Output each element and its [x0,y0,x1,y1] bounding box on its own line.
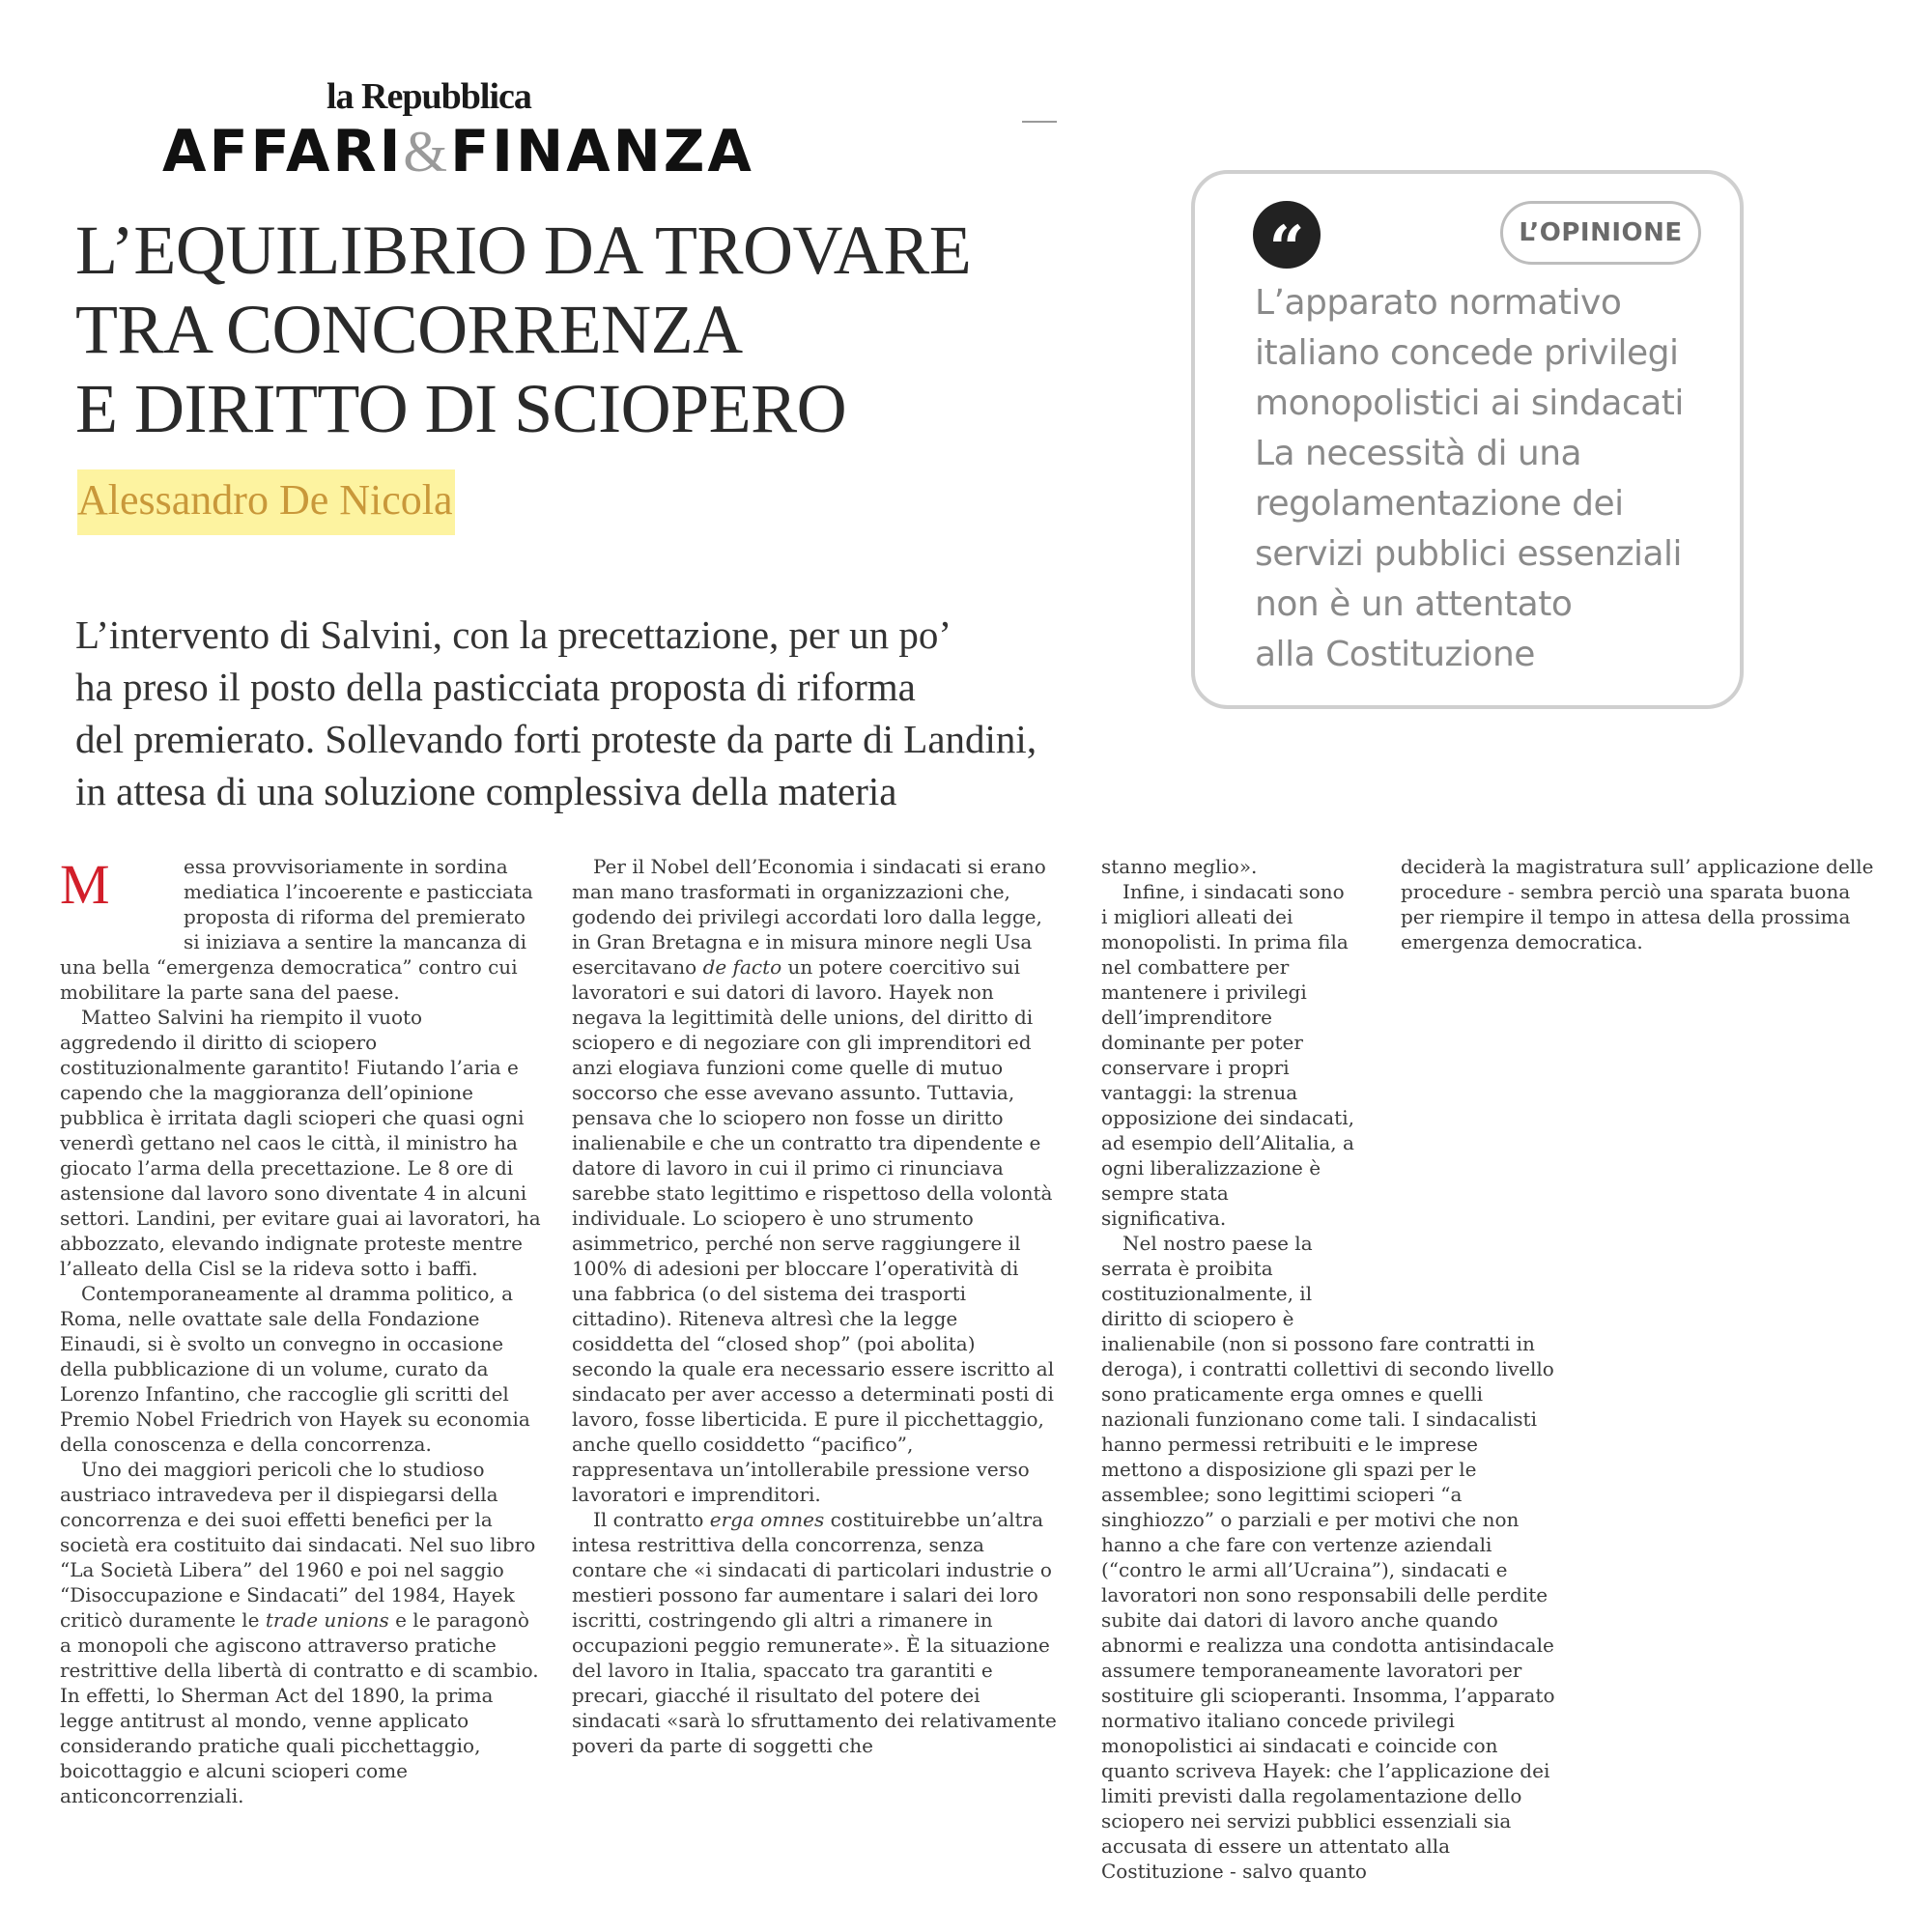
emphasis-text: de facto [702,955,782,979]
article-paragraph [60,1457,543,1808]
opinion-line: L’apparato normativo [1255,283,1622,323]
article-paragraph [572,1507,1057,1758]
paragraph-text: e le paragonò a monopoli che agiscono attraverso pratiche restrittive della libertà di contratto e di scambio. In effetti, lo Sherman Act del 1890, la prima legge antitrust al mondo, venne applicato considerando pratiche quali picchettaggio, boicottaggio e alcuni scioperi come anticoncorrenziali. [60,1608,539,1807]
top-rule-divider [1022,121,1057,123]
drop-cap: M [60,853,110,916]
standfirst-line-2: ha preso il posto della pasticciata proposta di riforma [75,665,916,709]
article-paragraph: inalienabile (non si possono fare contratti in deroga), i contratti collettivi di secondo livello sono praticamente erga omnes e quelli nazionali funzionano come tali. I sindacalisti hanno permessi retribuiti e le imprese mettono a disposizione gli spazi per le assemblee; sono legittimi scioperi “a singhiozzo” o parziali e per motivi che non hanno a che fare con vertenze aziendali (“contro le armi all’Ucraina”), sindacati e lavoratori non sono responsabili delle perdite subite dai datori di lavoro anche quando abnormi e realizza una condotta antisindacale assumere temporaneamente lavoratori per sostituire gli scioperanti. Insomma, l’apparato normativo italiano concede privilegi monopolistici ai sindacati e coincide con quanto scriveva Hayek: che l’applicazione dei limiti previsti dalla regolamentazione dello sciopero nei servizi pubblici essenziali sia accusata di essere un attentato alla Costituzione - salvo quanto [1101,1332,1555,1883]
paragraph-text: Per il Nobel dell’Economia i sindacati si erano man mano trasformati in organizzazioni che, godendo dei privilegi accordati loro dalla legge, in Gran Bretagna e in misura minore negli Usa esercitavano [572,855,1046,979]
masthead-left: AFFARI [162,118,404,185]
opinion-line: non è un attentato [1255,584,1573,624]
paragraph-text: costituirebbe un’altra intesa restrittiva della concorrenza, senza contare che «i sindacati di particolari industrie o mestieri possono far aumentare i salari dei loro iscritti, costringendo gli altri a rimanere in occupazioni peggio remunerate». È la situazione del lavoro in Italia, spaccato tra garantiti e precari, giacché il risultato del potere dei sindacati «sarà lo sfruttamento dei relativamente poveri da parte di soggetti che [572,1508,1057,1757]
paragraph-text: essa provvisoriamente in sordina mediatica l’incoerente e pasticciata proposta di riforma del premierato si iniziava a sentire la mancanza di una bella “emergenza democratica” contro cui mobilitare la parte sana del paese. [60,855,533,1004]
standfirst [75,609,1157,817]
article-paragraph [60,854,543,1005]
opinion-line: regolamentazione dei [1255,484,1624,524]
emphasis-text: erga omnes [709,1508,825,1531]
opinion-line: La necessità di una [1255,434,1582,473]
opinion-line: alla Costituzione [1255,635,1535,674]
opinion-line: servizi pubblici essenziali [1255,534,1683,574]
article-column-4 [1401,854,1884,954]
emphasis-text: trade unions [265,1608,389,1632]
opinion-box [1191,170,1744,709]
masthead-right: FINANZA [450,118,754,185]
article-paragraph: Matteo Salvini ha riempito il vuoto aggredendo il diritto di sciopero costituzionalmente garantito! Fiutando l’aria e capendo che la maggioranza dell’opinione pubblica è irritata dagli scioperi che quasi ogni venerdì gettano nel caos le città, il ministro ha giocato l’arma della precettazione. Le 8 ore di astensione dal lavoro sono diventate 4 in alcuni settori. Landini, per evitare guai ai lavoratori, ha abbozzato, elevando indignate proteste mentre l’alleato della Cisl se la rideva sotto i baffi. [60,1006,541,1280]
masthead-subtitle: la Repubblica [327,76,531,117]
standfirst-line-4: in attesa di una soluzione complessiva della materia [75,769,897,813]
article-paragraph: Nel nostro paese la serrata è proibita costituzionalmente, il diritto di sciopero è [1101,1232,1313,1330]
standfirst-line-1: L’intervento di Salvini, con la precettazione, per un po’ [75,612,952,657]
article-paragraph: stanno meglio». [1101,855,1258,878]
opinion-text [1255,278,1728,680]
quote-icon: “ [1253,201,1321,269]
standfirst-line-3: del premierato. Sollevando forti proteste da parte di Landini, [75,717,1037,761]
masthead-title [162,118,754,185]
article-paragraph: Contemporaneamente al dramma politico, a Roma, nelle ovattate sale della Fondazione Einaudi, si è svolto un convegno in occasione della pubblicazione di un volume, curato da Lorenzo Infantino, che raccoglie gli scritti del Premio Nobel Friedrich von Hayek su economia della conoscenza e della concorrenza. [60,1282,530,1456]
article-column-3 [1101,854,1594,1884]
headline-line-1: L’EQUILIBRIO DA TROVARE [75,212,972,289]
opinion-tag: L’OPINIONE [1500,201,1701,265]
headline-line-2: TRA CONCORRENZA [75,291,743,368]
paragraph-text: Il contratto [593,1508,710,1531]
article-column-1 [60,854,543,1808]
headline-line-3: E DIRITTO DI SCIOPERO [75,370,847,447]
headline [75,211,972,448]
paragraph-text: Uno dei maggiori pericoli che lo studioso austriaco intravedeva per il dispiegarsi della concorrenza e dei suoi effetti benefici per la società era costituito dai sindacati. Nel suo libro “La Società Libera” del 1960 e poi nel saggio “Disoccupazione e Sindacati” del 1984, Hayek criticò duramente le [60,1458,536,1632]
opinion-line: monopolistici ai sindacati [1255,384,1684,423]
author-byline: Alessandro De Nicola [77,469,455,535]
masthead-ampersand: & [403,120,451,184]
opinion-line: italiano concede privilegi [1255,333,1679,373]
article-paragraph: deciderà la magistratura sull’ applicazione delle procedure - sembra perciò una sparata buona per riempire il tempo in attesa della prossima emergenza democratica. [1401,855,1874,953]
article-paragraph [572,854,1057,1507]
article-paragraph: Infine, i sindacati sono i migliori alleati dei monopolisti. In prima fila nel combattere per mantenere i privilegi dell’imprenditore dominante per poter conservare i propri vantaggi: la strenua opposizione dei sindacati, ad esempio dell’Alitalia, a ogni liberalizzazione è sempre stata significativa. [1101,880,1354,1230]
paragraph-text: un potere coercitivo sui lavoratori e sui datori di lavoro. Hayek non negava la legittimità delle unions, del diritto di sciopero e di negoziare con gli imprenditori ed anzi elogiava funzioni come quelle di mutuo soccorso che esse avevano assunto. Tuttavia, pensava che lo sciopero non fosse un diritto inalienabile e che un contratto tra dipendente e datore di lavoro in cui il primo ci rinunciava sarebbe stato legittimo e rispettoso della volontà individuale. Lo sciopero è uno strumento asimmetrico, perché non serve raggiungere il 100% di adesioni per bloccare l’operatività di una fabbrica (o del sistema dei trasporti cittadino). Riteneva altresì che la legge cosiddetta del “closed shop” (poi abolita) secondo la quale era necessario essere iscritto al sindacato per aver accesso a determinati posti di lavoro, fosse liberticida. E pure il picchettaggio, anche quello cosiddetto “pacifico”, rappresentava un’intollerabile pressione verso lavoratori e imprenditori. [572,955,1055,1506]
article-column-2 [572,854,1057,1758]
